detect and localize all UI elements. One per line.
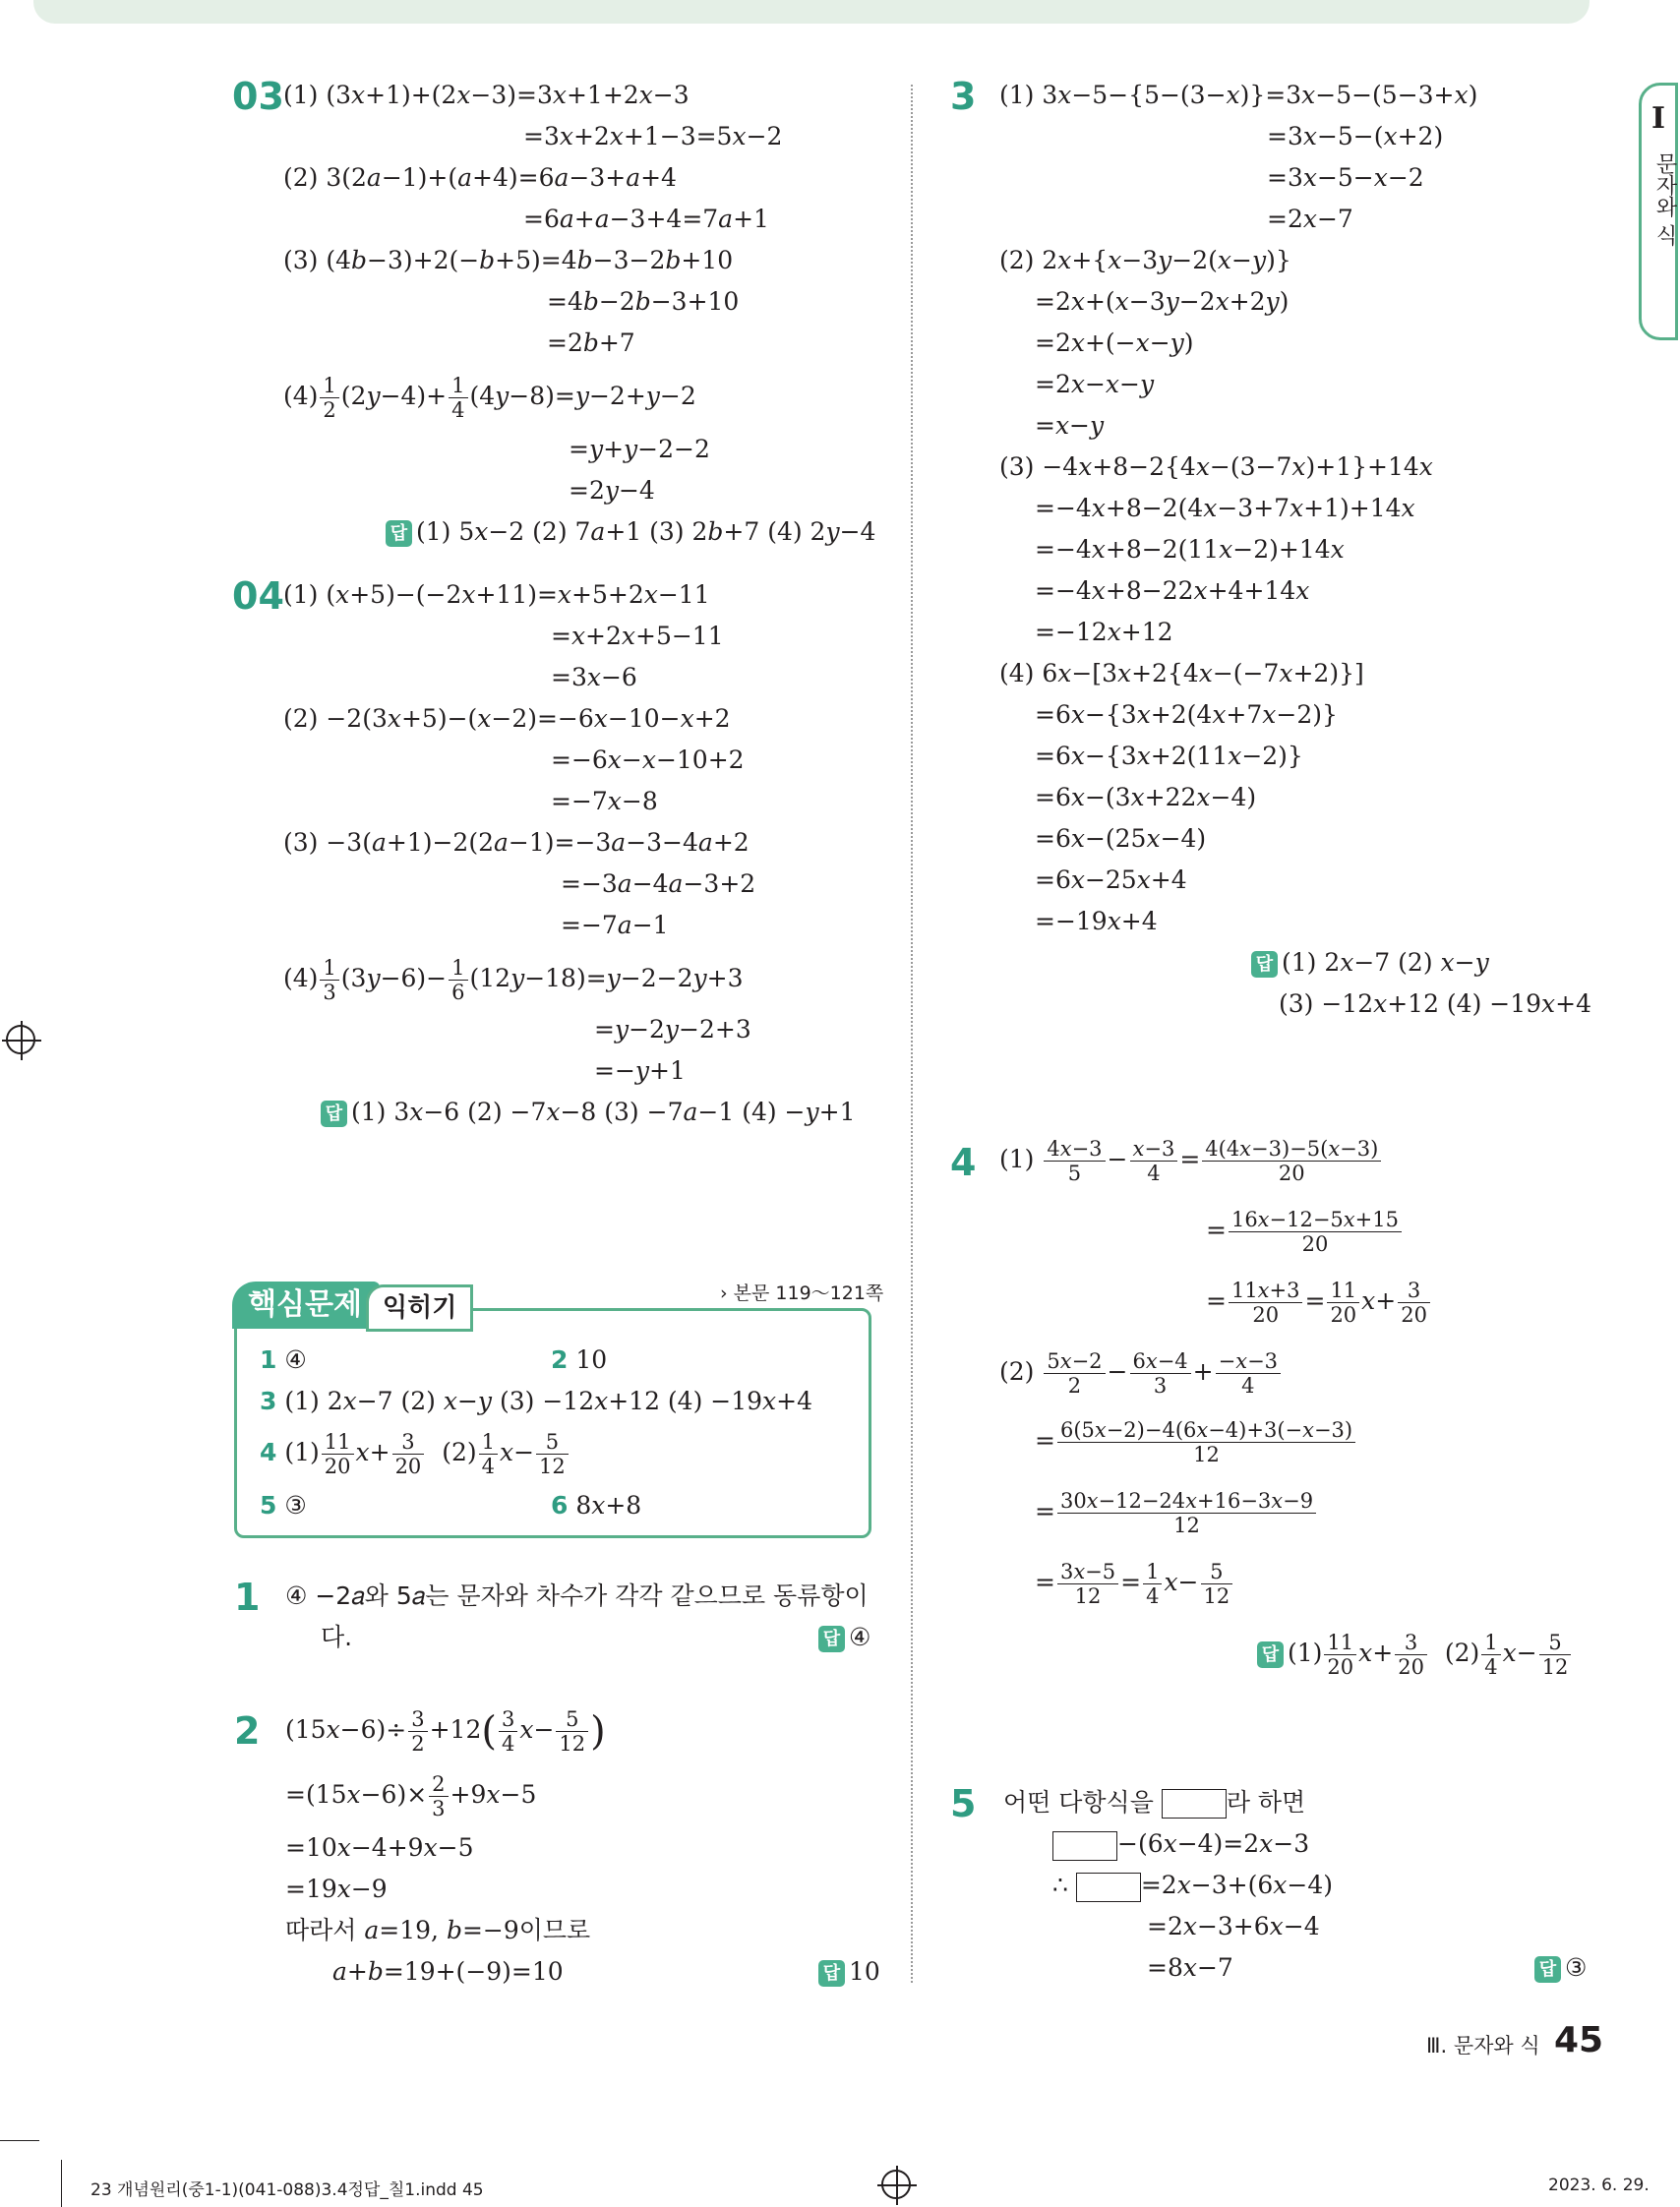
q3-line-14: =−12𝑥+12 [1035,618,1173,646]
q3-line-9: =𝑥−𝑦 [1035,411,1105,440]
answer-icon: 답 [386,520,412,547]
column-divider [911,85,913,1983]
q5-line-3: ∴ =2𝑥−3+(6𝑥−4) [1052,1869,1333,1902]
p04-line-9: =−7𝑎−1 [561,911,669,939]
answer-icon: 답 [818,1626,845,1652]
fraction: $\frac{1}{4}$ [449,374,467,422]
q4a-line-1: (1) $\frac{\text{4𝑥−3}}{5}$ − $\frac{\text{𝑥−3}}{4}$ = $\frac{\text{4(4𝑥−3)−5(𝑥−3)}}{20}$ [999,1137,1383,1185]
p03-line-3: (2) 3(2𝑎−1)+(𝑎+4)=6𝑎−3+𝑎+4 [283,163,677,192]
core-row-2: 2 10 [551,1345,608,1374]
q4a-line-2: = $\frac{\text{16𝑥−12−5𝑥+15}}{20}$ [1206,1208,1404,1256]
fraction: $\frac{5}{12}$ [536,1430,569,1478]
fraction: $\frac{11}{20}$ [1327,1279,1359,1327]
q1-line-2: 다. [321,1623,353,1651]
q4b-line-1: (2) $\frac{\text{5𝑥−2}}{2}$ − $\frac{\text{6𝑥−4}}{3}$ + $\frac{\text{−𝑥−3}}{4}$ [999,1349,1283,1398]
q2-line-3: =10𝑥−4+9𝑥−5 [285,1833,474,1862]
registration-mark [881,2170,911,2199]
fraction: $\frac{5}{12}$ [1201,1560,1233,1608]
p03-line-2: =3𝑥+2𝑥+1−3=5𝑥−2 [523,122,783,150]
p03-line-8: (4) $\frac{1}{2}$ (2𝑦−4)+ $\frac{1}{4}$ (4𝑦−8)=𝑦−2+𝑦−2 [283,374,696,422]
fraction: $\frac{3}{4}$ [499,1707,517,1756]
p04-line-5: =−6𝑥−𝑥−10+2 [551,746,745,774]
problem-number-03: 03 [232,75,284,118]
fraction: $\frac{\text{11𝑥+3}}{20}$ [1229,1279,1303,1327]
q3-line-19: =6𝑥−(25𝑥−4) [1035,824,1207,853]
p03-line-5: (3) (4𝑏−3)+2(−𝑏+5)=4𝑏−3−2𝑏+10 [283,246,734,274]
q3-line-11: =−4𝑥+8−2(4𝑥−3+7𝑥+1)+14𝑥 [1035,494,1415,522]
q5-line-4: =2𝑥−3+6𝑥−4 [1147,1912,1320,1940]
fraction: $\frac{3}{2}$ [408,1707,427,1756]
q3-line-5: (2) 2𝑥+{𝑥−3𝑦−2(𝑥−𝑦)} [999,246,1291,274]
q4b-line-4: = $\frac{\text{3𝑥−5}}{12}$ = $\frac{1}{4}$ 𝑥− $\frac{5}{12}$ [1035,1560,1234,1608]
fraction: $\frac{2}{3}$ [429,1772,448,1820]
answer-icon: 답 [1257,1641,1284,1668]
q3-line-3: =3𝑥−5−𝑥−2 [1267,163,1424,192]
p04-line-11: =𝑦−2𝑦−2+3 [594,1015,751,1044]
fraction: $\frac{11}{20}$ [322,1430,354,1478]
fraction: $\frac{3}{20}$ [392,1430,425,1478]
fraction: $\frac{1}{6}$ [449,956,467,1004]
q4b-line-3: = $\frac{\text{30𝑥−12−24𝑥+16−3𝑥−9}}{12}$ [1035,1489,1318,1537]
q4-answer: 답 (1) $\frac{11}{20}$ 𝑥+ $\frac{3}{20}$ (2) $\frac{1}{4}$ 𝑥− $\frac{5}{12}$ [1257,1631,1573,1679]
q3-line-20: =6𝑥−25𝑥+4 [1035,865,1187,894]
page-reference: › 본문 119～121쪽 [720,1282,884,1304]
p04-line-7: (3) −3(𝑎+1)−2(2𝑎−1)=−3𝑎−3−4𝑎+2 [283,828,750,857]
core-row-1: 1 ④ [260,1345,307,1374]
question-number-4: 4 [950,1141,977,1184]
fraction: $\frac{1}{3}$ [320,956,338,1004]
core-row-6: 6 8𝑥+8 [551,1491,642,1520]
p03-line-10: =2𝑦−4 [569,476,655,505]
q5-line-2: −(6𝑥−4)=2𝑥−3 [1052,1827,1309,1861]
blank-box [1162,1789,1227,1819]
core-title: 핵심문제 [232,1282,380,1329]
print-date: 2023. 6. 29. [1548,2176,1650,2195]
fraction: $\frac{1}{4}$ [1481,1631,1500,1679]
p03-line-4: =6𝑎+𝑎−3+4=7𝑎+1 [523,205,769,233]
fraction: $\frac{\text{6𝑥−4}}{3}$ [1130,1349,1191,1398]
q5-line-5: =8𝑥−7 [1147,1953,1233,1982]
q3-line-8: =2𝑥−𝑥−𝑦 [1035,370,1155,398]
core-row-4: 4 (1) $\frac{11}{20}$ 𝑥+ $\frac{3}{20}$ (2) $\frac{1}{4}$ 𝑥− $\frac{5}{12}$ [260,1430,570,1478]
question-number-5: 5 [950,1782,977,1825]
trim-mark [0,2140,39,2141]
answer-icon: 답 [1251,951,1278,978]
fraction: $\frac{11}{20}$ [1324,1631,1356,1679]
p04-line-8: =−3𝑎−4𝑎−3+2 [561,869,756,898]
p03-line-7: =2𝑏+7 [547,328,635,357]
answer-icon: 답 [321,1101,347,1127]
q3-answer-2: (3) −12𝑥+12 (4) −19𝑥+4 [1279,989,1591,1018]
q3-line-21: =−19𝑥+4 [1035,907,1158,935]
p04-answer: 답 (1) 3𝑥−6 (2) −7𝑥−8 (3) −7𝑎−1 (4) −𝑦+1 [321,1096,855,1129]
q3-line-15: (4) 6𝑥−[3𝑥+2{4𝑥−(−7𝑥+2)}] [999,659,1364,687]
q4b-line-2: = $\frac{\text{6(5𝑥−2)−4(6𝑥−4)+3(−𝑥−3)}}{12}$ [1035,1418,1357,1466]
q2-line-6: 𝑎+𝑏=19+(−9)=10 [332,1957,564,1986]
p04-line-6: =−7𝑥−8 [551,787,658,815]
q5-answer: 답 ③ [1534,1951,1587,1985]
q3-line-10: (3) −4𝑥+8−2{4𝑥−(3−7𝑥)+1}+14𝑥 [999,452,1433,481]
answer-icon: 답 [1534,1956,1561,1983]
q3-line-17: =6𝑥−{3𝑥+2(11𝑥−2)} [1035,742,1303,770]
file-info: 23 개념원리(중1-1)(041-088)3.4정답_칠1.indd 45 [90,2180,484,2200]
page-number: 45 [1554,2020,1604,2060]
q3-line-4: =2𝑥−7 [1267,205,1353,233]
q3-line-16: =6𝑥−{3𝑥+2(4𝑥+7𝑥−2)} [1035,700,1338,729]
fraction: $\frac{\text{3𝑥−5}}{12}$ [1057,1560,1118,1608]
q5-line-1: 어떤 다항식을 라 하면 [1003,1788,1306,1817]
core-subtitle: 익히기 [366,1284,473,1332]
q3-line-6: =2𝑥+(𝑥−3𝑦−2𝑥+2𝑦) [1035,287,1290,316]
p04-line-12: =−𝑦+1 [594,1056,686,1085]
fraction: $\frac{\text{4(4𝑥−3)−5(𝑥−3)}}{20}$ [1202,1137,1381,1185]
q2-line-2: =(15𝑥−6)× $\frac{2}{3}$ +9𝑥−5 [285,1772,537,1820]
top-band [33,0,1590,24]
fraction: $\frac{\text{𝑥−3}}{4}$ [1130,1137,1178,1185]
registration-mark [6,1025,35,1054]
blank-box [1052,1831,1117,1861]
fraction: $\frac{\text{4𝑥−3}}{5}$ [1044,1137,1105,1185]
q2-line-1: (15𝑥−6)÷ $\frac{3}{2}$ +12( $\frac{3}{4}$ 𝑥− $\frac{5}{12}$ ) [285,1707,606,1756]
fraction: $\frac{1}{4}$ [479,1430,498,1478]
q3-answer-1: 답 (1) 2𝑥−7 (2) 𝑥−𝑦 [1251,946,1489,980]
answer-icon: 답 [818,1960,845,1987]
q3-line-7: =2𝑥+(−𝑥−𝑦) [1035,328,1194,357]
p04-line-10: (4) $\frac{1}{3}$ (3𝑦−6)− $\frac{1}{6}$ (12𝑦−18)=𝑦−2−2𝑦+3 [283,956,744,1004]
q3-line-1: (1) 3𝑥−5−{5−(3−𝑥)}=3𝑥−5−(5−3+𝑥) [999,81,1478,109]
p03-line-9: =𝑦+𝑦−2−2 [569,435,710,463]
p04-line-2: =𝑥+2𝑥+5−11 [551,622,724,650]
q3-line-2: =3𝑥−5−(𝑥+2) [1267,122,1444,150]
blank-box [1076,1873,1141,1902]
chapter-label: 문자와 식 [1652,152,1677,246]
fraction: $\frac{5}{12}$ [1539,1631,1572,1679]
fraction: $\frac{3}{20}$ [1395,1631,1427,1679]
core-row-3: 3 (1) 2𝑥−7 (2) 𝑥−𝑦 (3) −12𝑥+12 (4) −19𝑥+4 [260,1387,812,1415]
p04-line-4: (2) −2(3𝑥+5)−(𝑥−2)=−6𝑥−10−𝑥+2 [283,704,731,733]
fraction: $\frac{\text{6(5𝑥−2)−4(6𝑥−4)+3(−𝑥−3)}}{12}$ [1057,1418,1355,1466]
p03-answer: 답 (1) 5𝑥−2 (2) 7𝑎+1 (3) 2𝑏+7 (4) 2𝑦−4 [386,515,875,549]
q3-line-12: =−4𝑥+8−2(11𝑥−2)+14𝑥 [1035,535,1345,564]
fraction: $\frac{5}{12}$ [556,1707,588,1756]
trim-mark [61,2160,62,2207]
fraction: $\frac{3}{20}$ [1398,1279,1430,1327]
q2-line-4: =19𝑥−9 [285,1875,388,1903]
fraction: $\frac{1}{4}$ [1143,1560,1162,1608]
fraction: $\frac{\text{5𝑥−2}}{2}$ [1044,1349,1105,1398]
problem-number-04: 04 [232,574,284,618]
q1-answer: 답 ④ [818,1621,870,1654]
q4a-line-3: = $\frac{\text{11𝑥+3}}{20}$ = $\frac{11}{20}$ 𝑥+ $\frac{3}{20}$ [1206,1279,1432,1327]
p03-line-1: (1) (3𝑥+1)+(2𝑥−3)=3𝑥+1+2𝑥−3 [283,81,690,109]
q3-line-13: =−4𝑥+8−22𝑥+4+14𝑥 [1035,576,1310,605]
chapter-side-tab [1639,83,1678,340]
q3-line-18: =6𝑥−(3𝑥+22𝑥−4) [1035,783,1257,811]
fraction: $\frac{\text{16𝑥−12−5𝑥+15}}{20}$ [1229,1208,1402,1256]
q2-line-5: 따라서 𝑎=19, 𝑏=−9이므로 [285,1916,591,1944]
chapter-roman: I [1651,101,1666,136]
core-row-5: 5 ③ [260,1491,307,1520]
question-number-1: 1 [234,1576,261,1619]
chapter-title: Ⅲ. 문자와 식 [1426,2034,1540,2058]
q1-line-1: ④ −2𝑎와 5𝑎는 문자와 차수가 각각 같으므로 동류항이 [285,1581,869,1610]
p04-line-3: =3𝑥−6 [551,663,637,691]
fraction: $\frac{\text{30𝑥−12−24𝑥+16−3𝑥−9}}{12}$ [1057,1489,1316,1537]
q2-answer: 답 10 [818,1955,880,1989]
question-number-3: 3 [950,75,977,118]
fraction: $\frac{1}{2}$ [320,374,338,422]
question-number-2: 2 [234,1709,261,1753]
fraction: $\frac{\text{−𝑥−3}}{4}$ [1216,1349,1281,1398]
p04-line-1: (1) (𝑥+5)−(−2𝑥+11)=𝑥+5+2𝑥−11 [283,580,710,609]
p03-line-6: =4𝑏−2𝑏−3+10 [547,287,740,316]
